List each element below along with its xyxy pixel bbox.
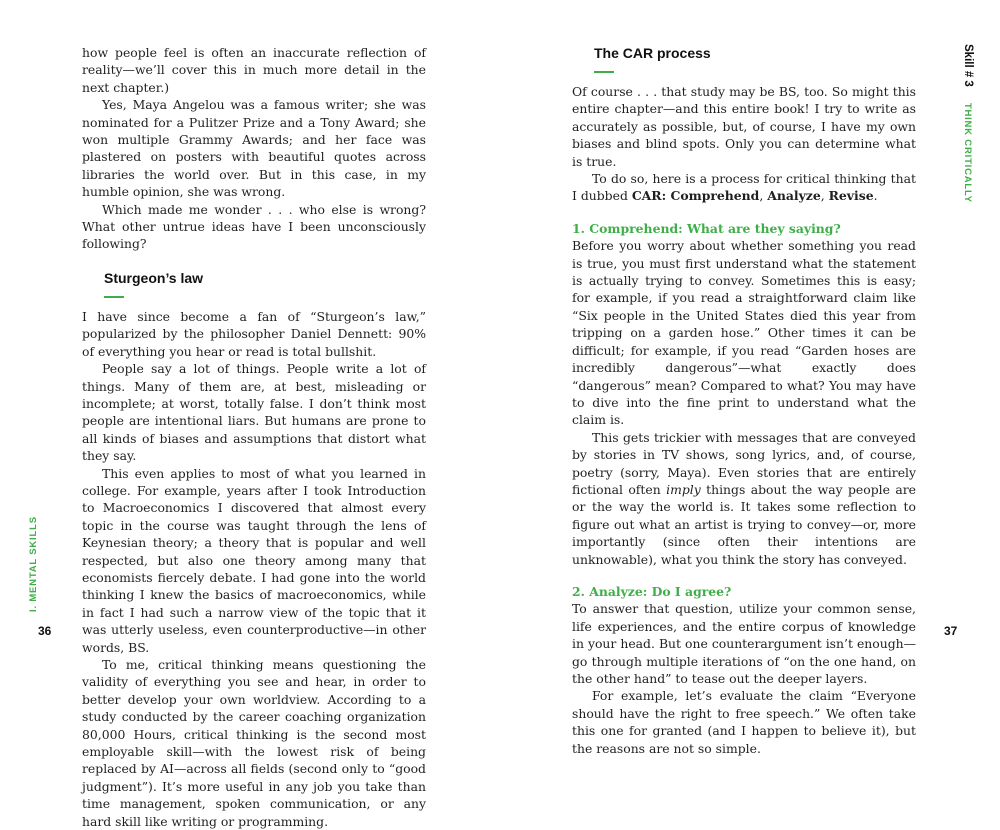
paragraph: Before you worry about whether something you read is true, you must first understand what the statement is actually trying to convey. Sometimes this is easy; for example, if you read a straightforward claim like “Six people in the United States died this year from tripping on a garden hose.” Other times it can be difficult; for example, if you read “Garden hoses are incredibly dangerous”—what exactly does “dangerous” mean? Compared to what? You may have to dive into the fine print to understand what the claim is. [572, 238, 916, 428]
emphasis: imply [666, 481, 701, 497]
text-span: . [873, 188, 878, 204]
heading-rule [104, 296, 124, 298]
revise-term: Revise [828, 188, 874, 204]
text-span: things about the way people are or the way the world is. It takes some reflection to figure out what an artist is trying to convey—or, more importantly (since often their intentions are unknowable), what you think the story has conveyed. [572, 481, 916, 567]
subheading-analyze: 2. Analyze: Do I agree? [572, 583, 732, 599]
paragraph: Yes, Maya Angelou was a famous writer; she was nominated for a Pulitzer Prize and a Tony Award; she won multiple Grammy Awards; and her face was plastered on posters with beautiful quotes across libraries the world over. But in this case, in my humble opinion, she was wrong. [82, 97, 426, 200]
subheading-comprehend: 1. Comprehend: What are they saying? [572, 220, 841, 236]
text-span: To do so, here is a process for critical thinking that I dubbed [572, 171, 916, 204]
paragraph: Which made me wonder . . . who else is wrong? What other untrue ideas have I been unconsciously following? [82, 201, 426, 252]
side-label-chapter [960, 44, 978, 203]
paragraph [572, 170, 916, 205]
side-label-section: I. MENTAL SKILLS [28, 516, 39, 612]
skill-number: Skill # 3 [962, 44, 974, 87]
paragraph [572, 429, 916, 568]
text-span: , [759, 188, 768, 204]
car-term: CAR: Comprehend [631, 188, 760, 204]
text-span: , [820, 188, 829, 204]
paragraph: To answer that question, utilize your common sense, life experiences, and the entire corpus of knowledge in your head. But one counterargument isn’t enough—go through multiple iterations of “on the one hand, on the other hand” to tease out the deeper layers. [572, 601, 916, 686]
paragraph: People say a lot of things. People write a lot of things. Many of them are, at best, misleading or incomplete; at worst, totally false. I don’t think most people are intentional liars. But humans are prone to all kinds of biases and assumptions that distort what they say. [82, 361, 426, 464]
heading-rule [594, 71, 614, 73]
left-page [0, 0, 500, 829]
left-text-column [82, 44, 426, 830]
page-number: 37 [944, 624, 958, 638]
paragraph: For example, let’s evaluate the claim “Everyone should have the right to free speech.” We often take this one for granted (and I happen to believe it), but the reasons are not so simple. [572, 688, 916, 756]
paragraph: how people feel is often an inaccurate reflection of reality—we’ll cover this in much more detail in the next chapter.) [82, 45, 426, 95]
paragraph: To me, critical thinking means questioning the validity of everything you see and hear, in order to better develop your own worldview. According to a study conducted by the career coaching organization 80,000 Hours, critical thinking is the second most employable skill—with the lowest risk of being replaced by AI—across all fields (second only to “good judgment”). It’s more useful in any job you take than time management, spoken communication, or any hard skill like writing or programming. [82, 657, 426, 829]
section-heading-sturgeon: Sturgeon’s law [104, 269, 204, 286]
text-span: This gets trickier with messages that are conveyed by stories in TV shows, song lyrics, and, of course, poetry (sorry, Maya). Even stories that are entirely fictional often [572, 429, 916, 497]
skill-theme: THINK CRITICALLY [962, 102, 973, 203]
spacer [572, 568, 916, 583]
paragraph: Of course . . . that study may be BS, too. So might this entire chapter—and this entire book! I try to write as accurately as possible, but, of course, I have my own biases and blind spots. Only you can determine what is true. [572, 84, 916, 169]
section-heading-car: The CAR process [594, 45, 711, 61]
spacer [572, 205, 916, 220]
right-page [500, 0, 1000, 756]
analyze-term: Analyze [767, 188, 821, 204]
paragraph: I have since become a fan of “Sturgeon’s law,” popularized by the philosopher Daniel Dennett: 90% of everything you hear or read is total bullshit. [82, 308, 426, 359]
page-number: 36 [38, 624, 52, 638]
paragraph: This even applies to most of what you learned in college. For example, years after I took Introduction to Macroeconomics I discovered that almost every topic in the course was taught through the lens of Keynesian theory; a theory that is popular and well respected, but also one theory among many that economists fiercely debate. I had gone into the world thinking I knew the basics of macroeconomics, while in fact I had such a narrow view of the topic that it was utterly useless, even counterproductive—in other words, BS. [82, 465, 426, 655]
right-text-column [572, 44, 916, 757]
